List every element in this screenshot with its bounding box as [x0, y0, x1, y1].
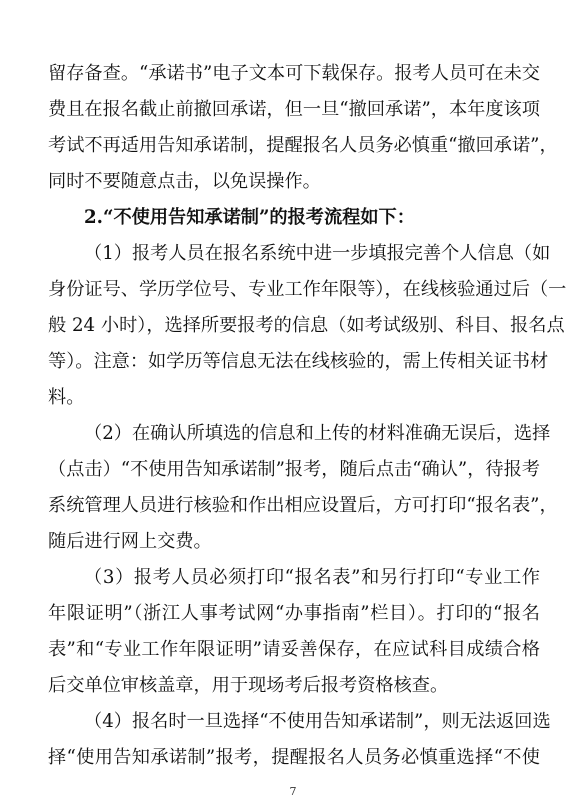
text-line: 留存备查。“承诺书”电子文本可下载保存。报考人员可在未交	[48, 63, 540, 84]
text-line: 考试不再适用告知承诺制，提醒报名人员务必慎重“撤回承诺”，	[48, 135, 558, 156]
section-heading: 2.“不使用告知承诺制”的报考流程如下：	[84, 207, 415, 228]
text-line: 系统管理人员进行核验和作出相应设置后，方可打印“报名表”，	[48, 495, 558, 516]
text-line: 费且在报名截止前撤回承诺，但一旦“撤回承诺”，本年度该项	[48, 99, 540, 120]
text-line: （2）在确认所填选的信息和上传的材料准确无误后，选择	[84, 423, 551, 444]
text-line: （3）报考人员必须打印“报名表”和另行打印“专业工作	[84, 567, 540, 588]
page-number: 7	[289, 785, 297, 798]
text-line: 择“使用告知承诺制”报考，提醒报名人员务必慎重选择“不使	[48, 747, 540, 768]
text-line: 年限证明”（浙江人事考试网“办事指南”栏目）。打印的“报名	[48, 603, 540, 624]
text-line: 料。	[48, 387, 85, 408]
text-line: 表”和“专业工作年限证明”请妥善保存，在应试科目成绩合格	[48, 639, 540, 660]
text-line: 同时不要随意点击，以免误操作。	[48, 171, 321, 192]
text-line: （4）报名时一旦选择“不使用告知承诺制”，则无法返回选	[84, 711, 551, 732]
text-line: （点击）“不使用告知承诺制”报考，随后点击“确认”，待报考	[48, 459, 540, 480]
text-line: 随后进行网上交费。	[48, 531, 212, 552]
text-line: 般 24 小时），选择所要报考的信息（如考试级别、科目、报名点	[48, 315, 565, 336]
text-line: 身份证号、学历学位号、专业工作年限等），在线核验通过后（一	[48, 279, 567, 300]
text-line: 等）。注意：如学历等信息无法在线核验的，需上传相关证书材	[48, 351, 549, 372]
text-line: （1）报考人员在报名系统中进一步填报完善个人信息（如	[84, 243, 551, 264]
text-line: 后交单位审核盖章，用于现场考后报考资格核查。	[48, 675, 449, 696]
